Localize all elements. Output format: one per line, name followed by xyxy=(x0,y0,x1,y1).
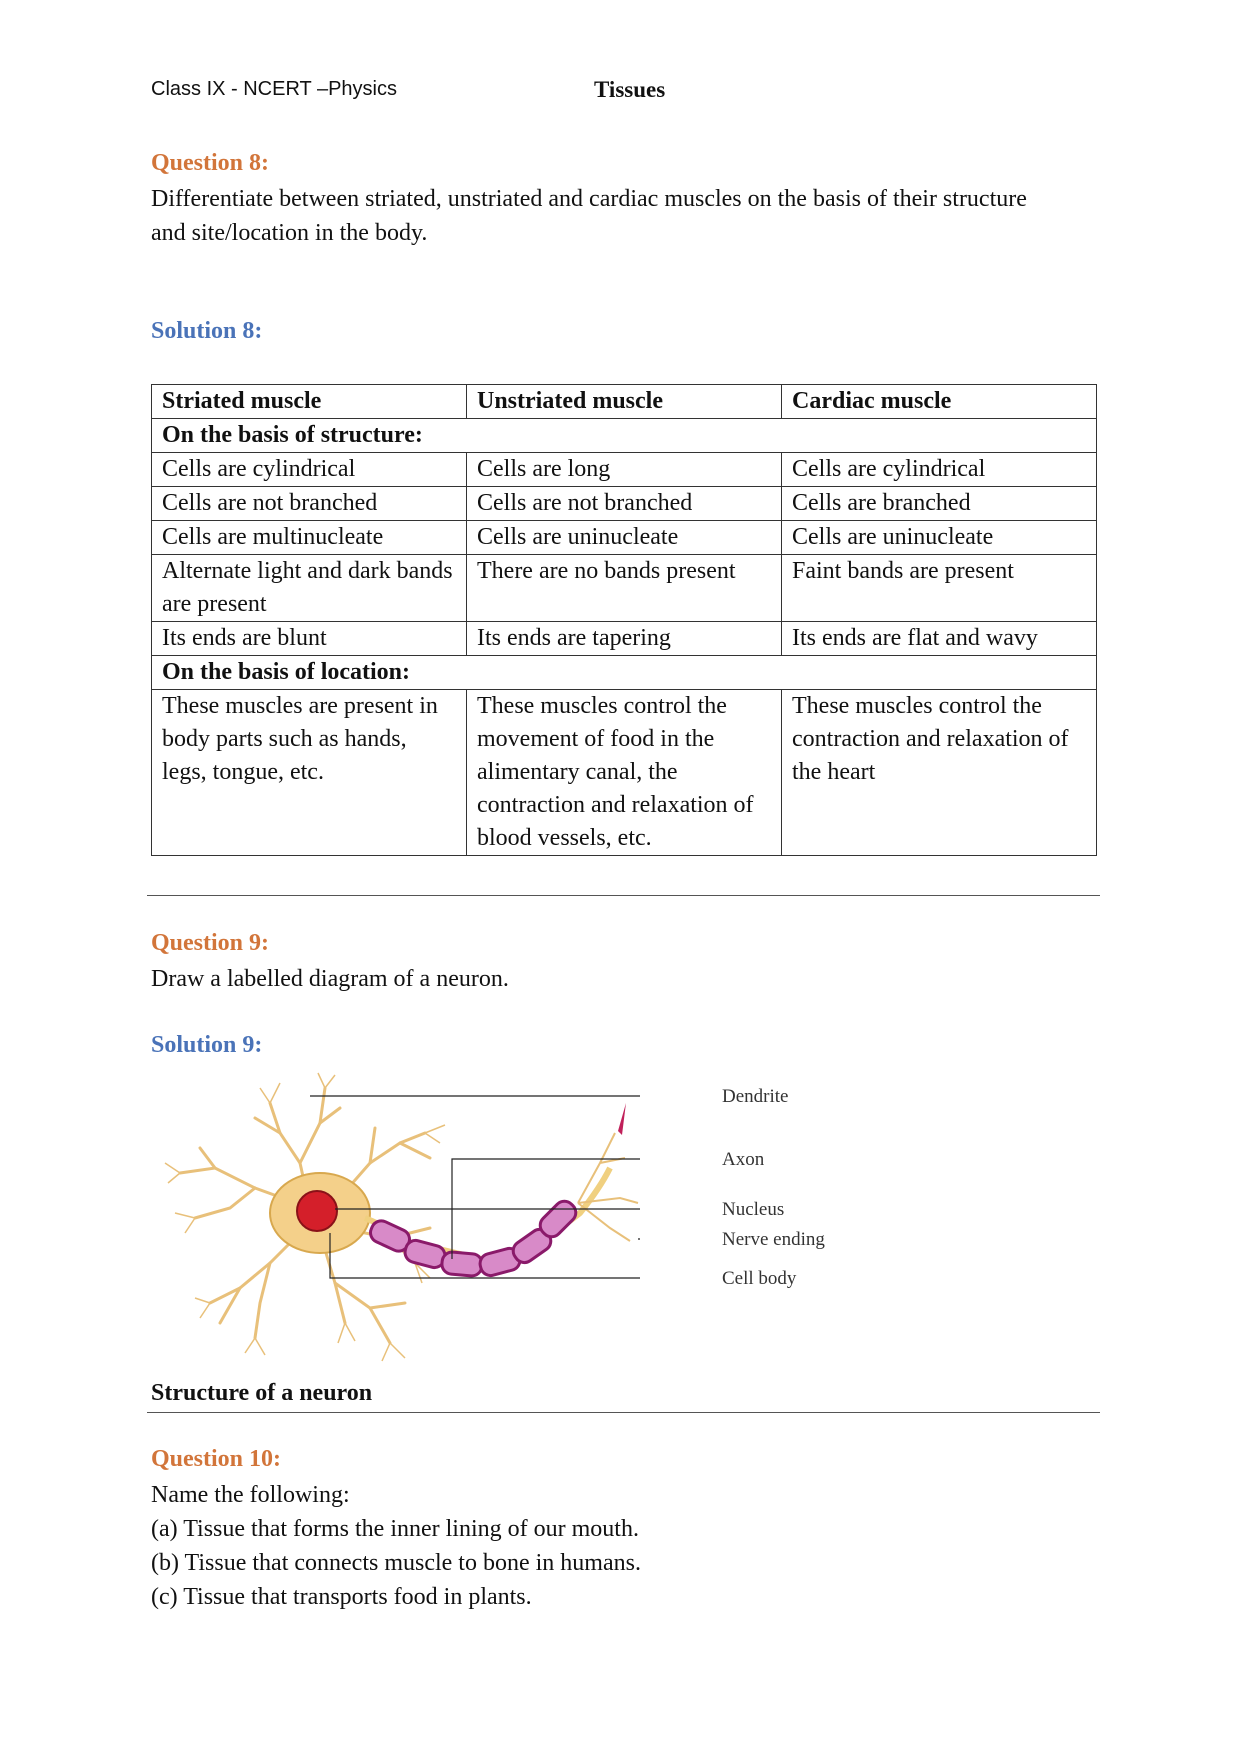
nerve-ending xyxy=(578,1133,638,1241)
question-8-heading: Question 8: xyxy=(151,150,270,176)
nerve-ending-tip xyxy=(618,1103,626,1135)
question-8-line-1: Differentiate between striated, unstriated and cardiac muscles on the basis of their structure xyxy=(151,186,1027,212)
table-cell: These muscles control the contraction and relaxation of the heart xyxy=(782,690,1097,856)
table-cell: Cells are cylindrical xyxy=(152,453,467,487)
section-row-structure xyxy=(152,419,1097,453)
question-9-heading: Question 9: xyxy=(151,930,270,956)
table-cell: Cells are not branched xyxy=(152,487,467,521)
header-cell: Striated muscle xyxy=(152,385,467,419)
leader-lines xyxy=(310,1096,640,1278)
label-nucleus: Nucleus xyxy=(722,1199,785,1220)
muscle-comparison-table xyxy=(151,384,1097,856)
section-label: On the basis of location: xyxy=(152,656,1097,690)
question-8-text xyxy=(151,182,1027,250)
section-label: On the basis of structure: xyxy=(152,419,1097,453)
table-cell: These muscles control the movement of food in the alimentary canal, the contraction and relaxation of blood vessels, etc. xyxy=(467,690,782,856)
table-header-row xyxy=(152,385,1097,419)
question-9-text: Draw a labelled diagram of a neuron. xyxy=(151,966,509,992)
nucleus xyxy=(297,1191,337,1231)
question-10-text xyxy=(151,1478,641,1614)
table-cell: Faint bands are present xyxy=(782,555,1097,622)
label-nerve-ending: Nerve ending xyxy=(722,1229,825,1250)
list-item: (c) Tissue that transports food in plants. xyxy=(151,1584,532,1610)
table-row xyxy=(152,622,1097,656)
question-10-list xyxy=(151,1512,641,1614)
question-10-heading: Question 10: xyxy=(151,1446,282,1472)
question-8-line-2: and site/location in the body. xyxy=(151,220,428,246)
solution-8-heading: Solution 8: xyxy=(151,318,263,344)
header-course: Class IX - NCERT –Physics xyxy=(151,78,397,100)
header-chapter-title: Tissues xyxy=(594,77,666,102)
header-cell: Unstriated muscle xyxy=(467,385,782,419)
question-10-intro: Name the following: xyxy=(151,1482,350,1508)
label-cell-body: Cell body xyxy=(722,1268,797,1289)
table-cell: Cells are multinucleate xyxy=(152,521,467,555)
neuron-diagram xyxy=(160,1063,640,1373)
table-cell: Cells are not branched xyxy=(467,487,782,521)
table-cell: Its ends are flat and wavy xyxy=(782,622,1097,656)
section-row-location xyxy=(152,656,1097,690)
table-row xyxy=(152,487,1097,521)
figure-caption: Structure of a neuron xyxy=(151,1380,373,1406)
table-cell: Cells are branched xyxy=(782,487,1097,521)
solution-9-heading: Solution 9: xyxy=(151,1032,263,1058)
section-divider xyxy=(147,895,1100,896)
section-divider xyxy=(147,1412,1100,1413)
table-cell: These muscles are present in body parts such as hands, legs, tongue, etc. xyxy=(152,690,467,856)
table-row xyxy=(152,555,1097,622)
table-cell: Its ends are tapering xyxy=(467,622,782,656)
table-row xyxy=(152,690,1097,856)
table-row xyxy=(152,521,1097,555)
table-cell: Cells are cylindrical xyxy=(782,453,1097,487)
table-cell: Cells are long xyxy=(467,453,782,487)
table-cell: There are no bands present xyxy=(467,555,782,622)
list-item: (a) Tissue that forms the inner lining of our mouth. xyxy=(151,1516,639,1542)
label-axon: Axon xyxy=(722,1149,765,1170)
list-item: (b) Tissue that connects muscle to bone in humans. xyxy=(151,1550,641,1576)
label-dendrite: Dendrite xyxy=(722,1086,789,1107)
header-cell: Cardiac muscle xyxy=(782,385,1097,419)
table-cell: Cells are uninucleate xyxy=(467,521,782,555)
table-cell: Its ends are blunt xyxy=(152,622,467,656)
table-cell: Alternate light and dark bands are present xyxy=(152,555,467,622)
table-row xyxy=(152,453,1097,487)
table-cell: Cells are uninucleate xyxy=(782,521,1097,555)
